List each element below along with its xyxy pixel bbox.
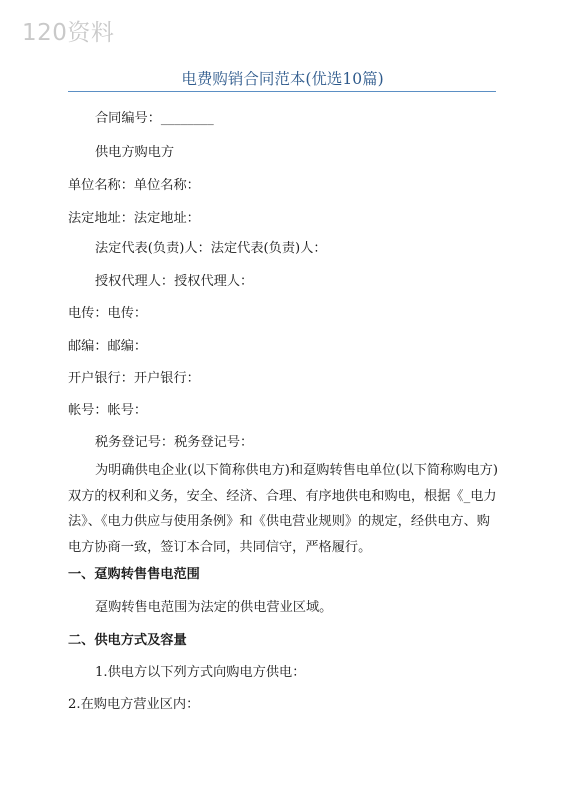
field-account: 帐号：帐号： bbox=[68, 403, 148, 418]
watermark: 120资料 bbox=[22, 20, 115, 46]
intro-paragraph: 为明确供电企业(以下简称供电方)和趸购转售电单位(以下简称购电方)双方的权利和义务，安全、经济、合理、有序地供电和购电，根据《_电力法》、《电力供应与使用条例》和《供电营业规则》的规定，经供电方、购电方协商一致，签订本合同，共同信守，严格履行。 bbox=[68, 463, 499, 555]
document-title: 电费购销合同范本(优选10篇) bbox=[181, 70, 384, 88]
field-postcode: 邮编：邮编： bbox=[68, 339, 148, 354]
field-fax: 电传：电传： bbox=[68, 306, 148, 321]
section-2-heading: 二、供电方式及容量 bbox=[68, 633, 187, 648]
title-divider bbox=[68, 91, 496, 92]
field-unit-name: 单位名称：单位名称： bbox=[68, 178, 200, 193]
party-line: 供电方购电方 bbox=[95, 145, 175, 160]
section-1-body: 趸购转售电范围为法定的供电营业区域。 bbox=[95, 600, 333, 615]
field-tax-registration: 税务登记号：税务登记号： bbox=[95, 435, 254, 450]
field-legal-representative: 法定代表(负责)人：法定代表(负责)人： bbox=[95, 241, 327, 256]
field-authorized-agent: 授权代理人：授权代理人： bbox=[95, 274, 254, 289]
contract-number: 合同编号：________ bbox=[95, 111, 214, 126]
field-legal-address: 法定地址：法定地址： bbox=[68, 211, 200, 226]
section-1-heading: 一、趸购转售售电范围 bbox=[68, 567, 200, 582]
section-2-item-1: 1.供电方以下列方式向购电方供电： bbox=[95, 665, 306, 680]
section-2-item-2: 2.在购电方营业区内： bbox=[68, 697, 200, 712]
field-bank: 开户银行：开户银行： bbox=[68, 371, 200, 386]
